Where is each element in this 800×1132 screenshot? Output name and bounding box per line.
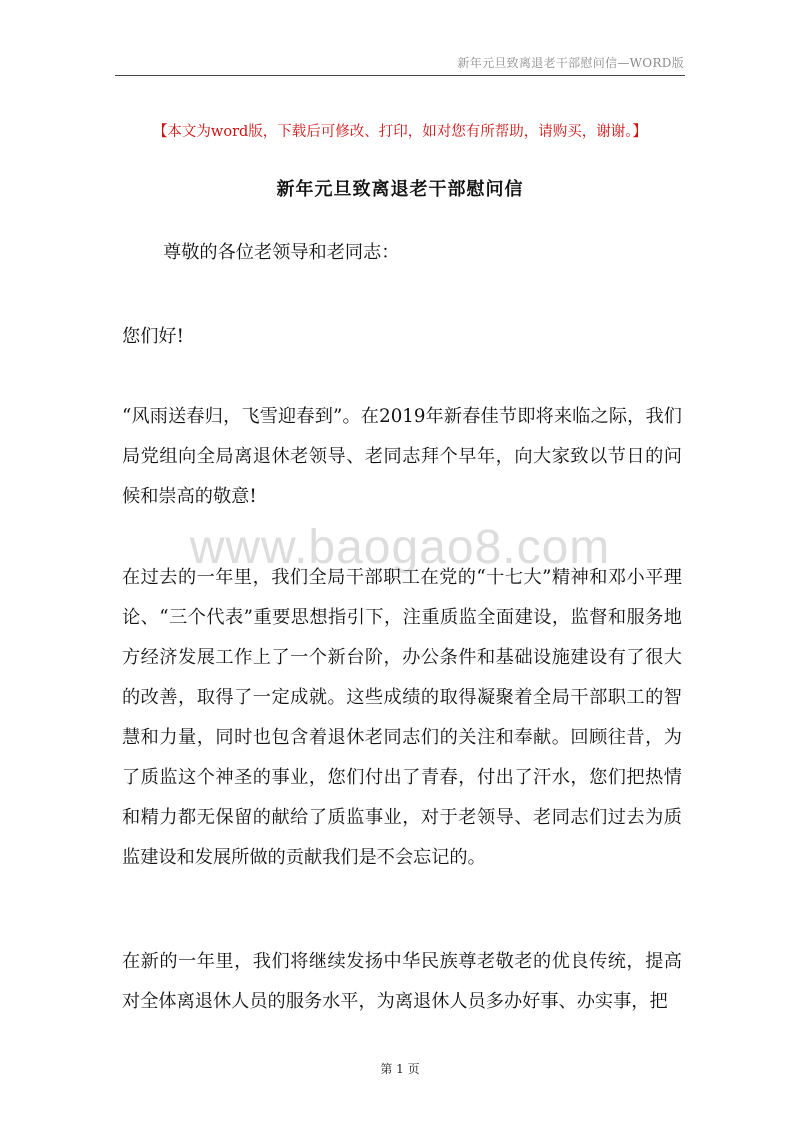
paragraph-2: 在过去的一年里，我们全局干部职工在党的“十七大”精神和邓小平理论、“三个代表”重要思想指引下，注重质监全面建设，监督和服务地方经济发展工作上了一个新台阶，办公条件和基础设施建设有了很大的改善，取得了一定成就。这些成绩的取得凝聚着全局干部职工的智慧和力量，同时也包含着退休老同志们的关注和奉献。回顾往昔，为了质监这个神圣的事业，您们付出了青春，付出了汗水，您们把热情和精力都无保留的献给了质监事业，对于老领导、老同志们过去为质监建设和发展所做的贡献我们是不会忘记的。 xyxy=(122,567,682,868)
salutation: 尊敬的各位老领导和老同志： xyxy=(163,242,400,263)
paragraph-1: “风雨送春归，飞雪迎春到”。在2019年新春佳节即将来临之际，我们局党组向全局离退休老领导、老同志拜个早年，向大家致以节日的问候和崇高的敬意! xyxy=(122,406,682,507)
document-title: 新年元旦致离退老干部慰问信 xyxy=(276,179,524,200)
header-rule xyxy=(115,75,685,76)
paragraph-3: 在新的一年里，我们将继续发扬中华民族尊老敬老的优良传统，提高对全体离退休人员的服务水平，为离退休人员多办好事、办实事，把 xyxy=(122,951,682,1012)
running-header: 新年元旦致离退老干部慰问信—WORD版 xyxy=(457,56,684,70)
watermark: www.baogao8.com xyxy=(189,521,611,574)
purchase-notice: 【本文为word版，下载后可修改、打印，如对您有所帮助，请购买，谢谢。】 xyxy=(152,124,648,140)
greeting: 您们好! xyxy=(122,326,184,347)
page-number: 第 1 页 xyxy=(380,1062,420,1076)
